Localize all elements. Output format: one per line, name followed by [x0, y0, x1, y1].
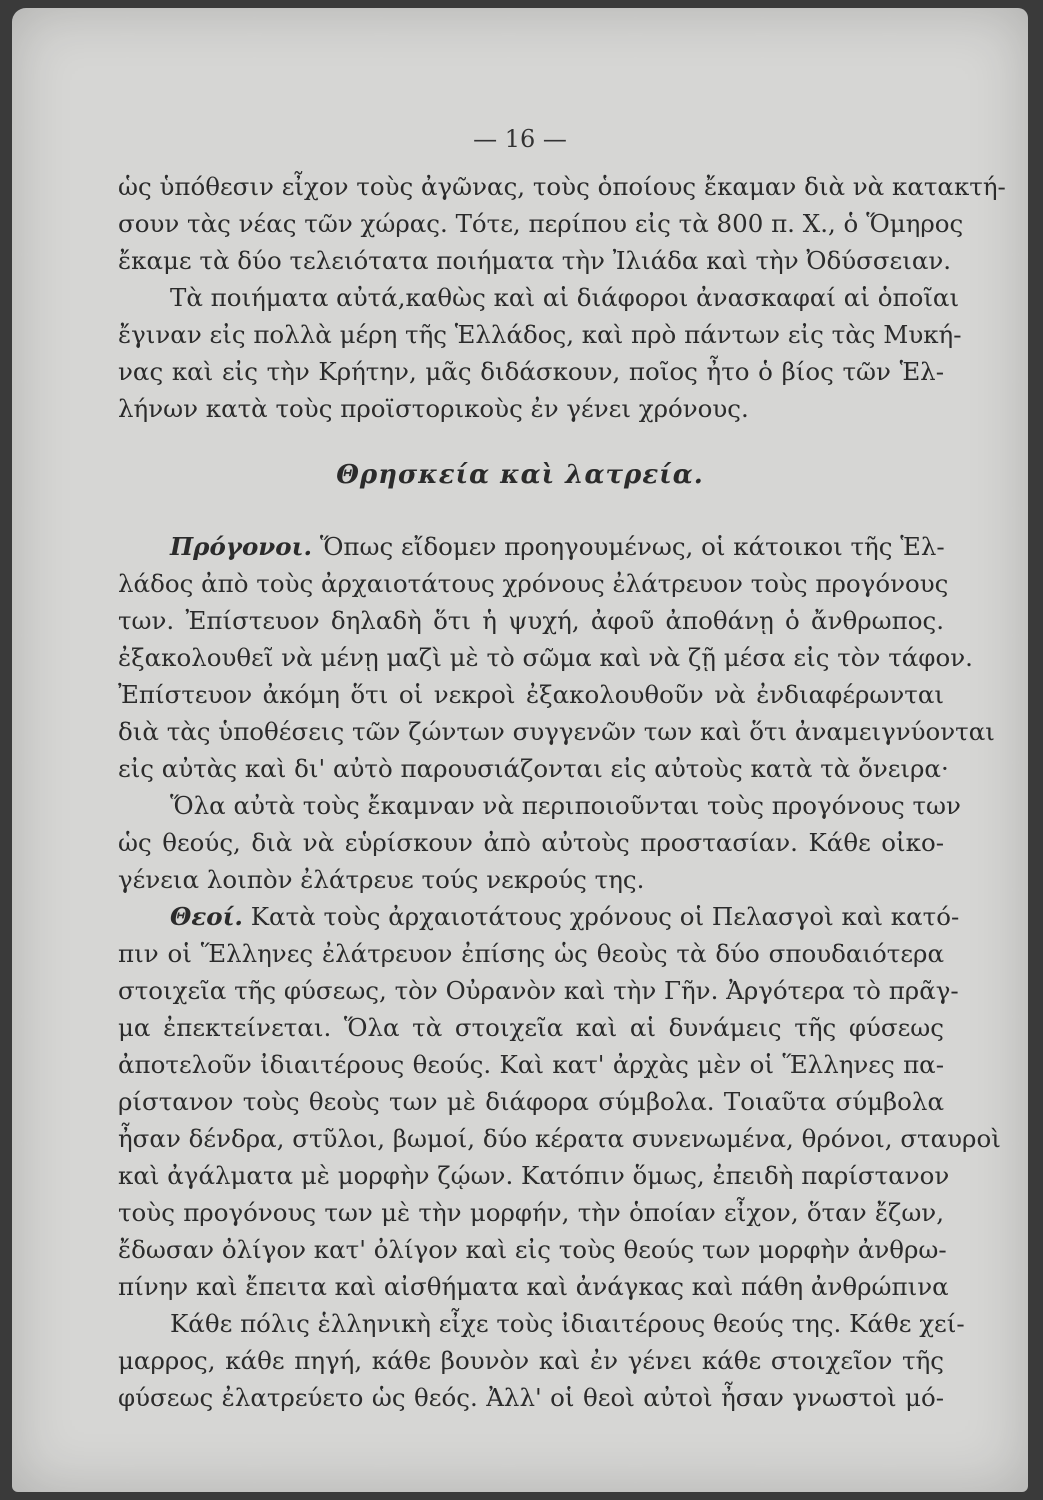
text-line: λάδος ἀπὸ τοὺς ἀρχαιοτάτους χρόνους ἐλάτρευον τοὺς προγόνους — [118, 569, 949, 598]
text-line: Τὰ ποιήματα αὐτά,καθὼς καὶ αἱ διάφοροι ἀνασκαφαί αἱ ὁποῖαι — [170, 283, 960, 312]
text-line: Ὅλα αὐτὰ τοὺς ἔκαμναν νὰ περιποιοῦνται τοὺς προγόνους των — [170, 791, 961, 820]
text-line: ὡς ὑπόθεσιν εἶχον τοὺς ἀγῶνας, τοὺς ὁποίους ἔκαμαν διὰ νὰ κατακτή- — [118, 172, 1006, 201]
book-page — [12, 8, 1028, 1492]
text-line: Κάθε πόλις ἑλληνικὴ εἶχε τοὺς ἰδιαιτέρους θεούς της. Κάθε χεί- — [170, 1309, 965, 1338]
lead-progonoi: Πρόγονοι. — [170, 532, 313, 561]
text-line: γένεια λοιπὸν ἐλάτρευε τούς νεκρούς της. — [118, 865, 645, 894]
text-line-rest: Κατὰ τοὺς ἀρχαιοτάτους χρόνους οἱ Πελασγοὶ καὶ κατό- — [242, 902, 960, 931]
text-line: σουν τὰς νέας τῶν χώρας. Τότε, περίπου εἰς τὰ 800 π. Χ., ὁ Ὅμηρος — [118, 209, 964, 238]
text-line: πιν οἱ Ἕλληνες ἐλάτρευον ἐπίσης ὡς θεοὺς τὰ δύο σπουδαιότερα — [118, 939, 944, 968]
text-line: στοιχεῖα τῆς φύσεως, τὸν Οὐρανὸν καὶ τὴν Γῆν. Ἀργότερα τὸ πρᾶγ- — [118, 976, 959, 1005]
text-line: ἦσαν δένδρα, στῦλοι, βωμοί, δύο κέρατα συνενωμένα, θρόνοι, σταυροὶ — [118, 1124, 1001, 1153]
text-line: διὰ τὰς ὑποθέσεις τῶν ζώντων συγγενῶν των καὶ ὅτι ἀναμειγνύονται — [118, 717, 995, 746]
text-line: ἔκαμε τὰ δύο τελειότατα ποιήματα τὴν Ἰλιάδα καὶ τὴν Ὀδύσσειαν. — [118, 246, 952, 275]
text-line: λήνων κατὰ τοὺς προϊστορικοὺς ἐν γένει χρόνους. — [118, 394, 749, 423]
text-line: πίνην καὶ ἔπειτα καὶ αἰσθήματα καὶ ἀνάγκας καὶ πάθη ἀνθρώπινα — [118, 1272, 949, 1301]
text-line: εἰς αὐτὰς καὶ δι' αὐτὸ παρουσιάζονται εἰς αὐτοὺς κατὰ τὰ ὄνειρα· — [118, 754, 949, 783]
paragraph-1 — [118, 168, 1006, 279]
text-line-rest: Ὅπως εἴδομεν προηγουμένως, οἱ κάτοικοι τῆς Ἑλ- — [312, 532, 945, 561]
text-line: Ἐπίστευον ἀκόμη ὅτι οἱ νεκροὶ ἐξακολουθοῦν νὰ ἐνδιαφέρωνται — [118, 680, 944, 709]
text-line: φύσεως ἐλατρεύετο ὡς θεός. Ἀλλ' οἱ θεοὶ αὐτοὶ ἦσαν γνωστοὶ μό- — [118, 1383, 944, 1412]
text-line: νας καὶ εἰς τὴν Κρήτην, μᾶς διδάσκουν, ποῖος ἦτο ὁ βίος τῶν Ἑλ- — [118, 357, 944, 386]
text-line: καὶ ἀγάλματα μὲ μορφὴν ζῴων. Κατόπιν ὅμως, ἐπειδὴ παρίστανον — [118, 1161, 950, 1190]
text-line — [118, 528, 944, 565]
paragraph-2 — [118, 279, 962, 427]
text-line: ἔδωσαν ὀλίγον κατ' ὀλίγον καὶ εἰς τοὺς θεούς των μορφὴν ἀνθρω- — [118, 1235, 947, 1264]
text-line: ρίστανον τοὺς θεοὺς των μὲ διάφορα σύμβολα. Τοιαῦτα σύμβολα — [118, 1087, 944, 1116]
text-line: ὡς θεούς, διὰ νὰ εὑρίσκουν ἀπὸ αὐτοὺς προστασίαν. Κάθε οἰκο- — [118, 828, 944, 857]
section-heading: Θρησκεία καὶ λατρεία. — [336, 460, 704, 490]
text-line: ἐξακολουθεῖ νὰ μένῃ μαζὶ μὲ τὸ σῶμα καὶ νὰ ζῇ μέσα εἰς τὸν τάφον. — [118, 643, 973, 672]
section-body — [118, 528, 1001, 1416]
lead-theoi: Θεοί. — [170, 902, 243, 931]
text-line — [118, 898, 960, 935]
text-line: των. Ἐπίστευον δηλαδὴ ὅτι ἡ ψυχή, ἀφοῦ ἀποθάνῃ ὁ ἄνθρωπος. — [118, 606, 944, 635]
text-line: μαρρος, κάθε πηγή, κάθε βουνὸν καὶ ἐν γένει κάθε στοιχεῖον τῆς — [118, 1346, 944, 1375]
text-line: μα ἐπεκτείνεται. Ὅλα τὰ στοιχεῖα καὶ αἱ δυνάμεις τῆς φύσεως — [118, 1013, 944, 1042]
text-line: ἀποτελοῦν ἰδιαιτέρους θεούς. Καὶ κατ' ἀρχὰς μὲν οἱ Ἕλληνες πα- — [118, 1050, 944, 1079]
page-number: — 16 — — [473, 125, 567, 153]
text-line: ἔγιναν εἰς πολλὰ μέρη τῆς Ἑλλάδος, καὶ πρὸ πάντων εἰς τὰς Μυκή- — [118, 320, 962, 349]
text-line: τοὺς προγόνους των μὲ τὴν μορφήν, τὴν ὁποίαν εἶχον, ὅταν ἔζων, — [118, 1198, 944, 1227]
